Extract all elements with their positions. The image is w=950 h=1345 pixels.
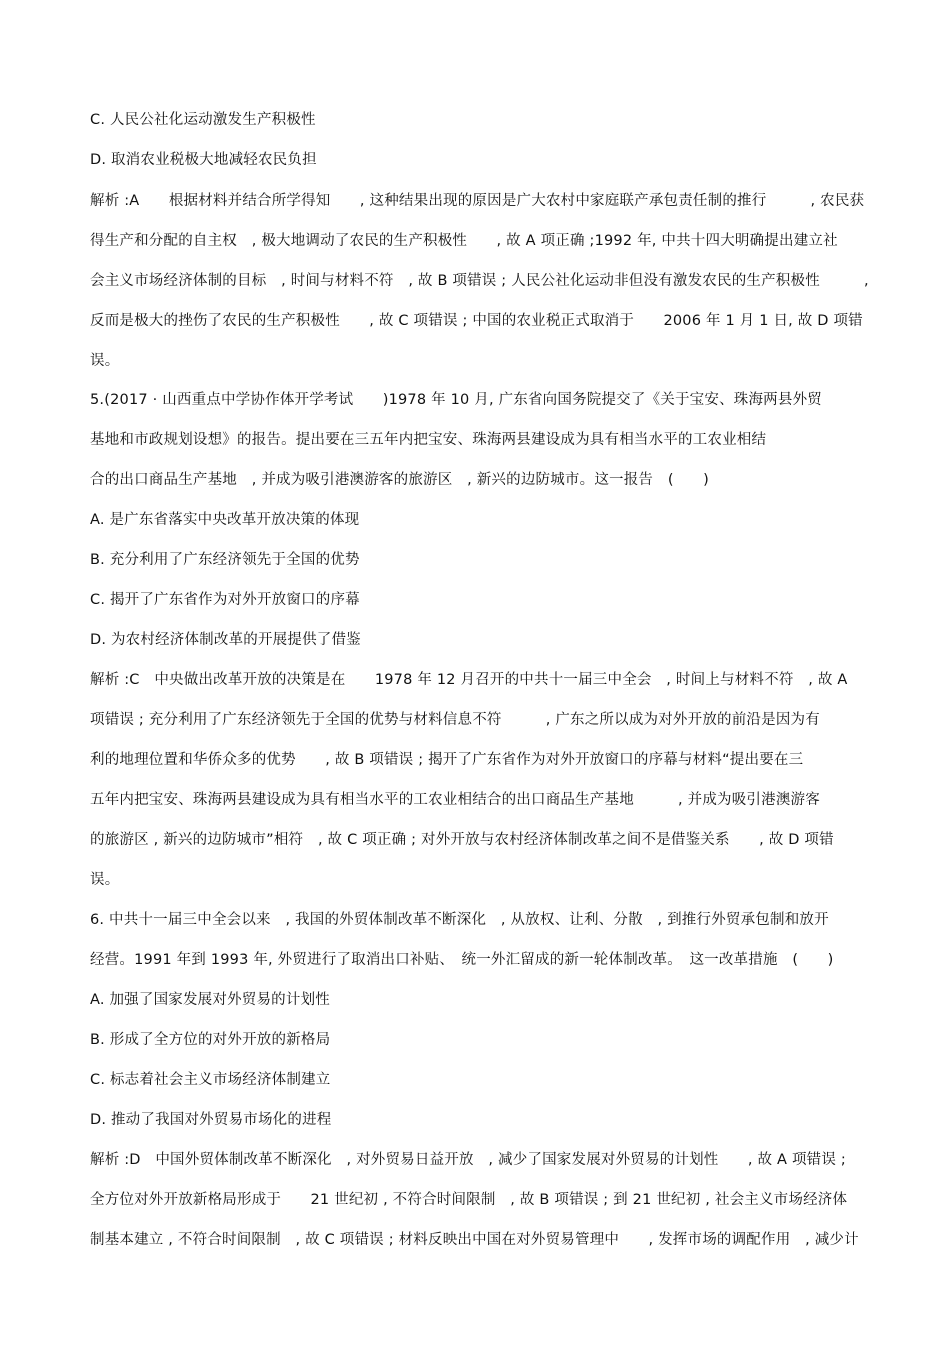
text-line: D. 为农村经济体制改革的开展提供了借鉴 [90,632,361,648]
text-line: A. 加强了国家发展对外贸易的计划性 [90,992,330,1008]
text-line: A. 是广东省落实中央改革开放决策的体现 [90,512,360,528]
text-line: 误。 [90,872,120,888]
text-line: 五年内把宝安、珠海两县建设成为具有相当水平的工农业相结合的出口商品生产基地 , 并成为吸引港澳游客 [90,792,820,808]
text-line: 6. 中共十一届三中全会以来 , 我国的外贸体制改革不断深化 , 从放权、让利、分散 , 到推行外贸承包制和放开 [90,912,829,928]
text-line: D. 推动了我国对外贸易市场化的进程 [90,1112,332,1128]
text-line: B. 充分利用了广东经济领先于全国的优势 [90,552,360,568]
text-line: 解析 :C 中央做出改革开放的决策是在 1978 年 12 月召开的中共十一届三中全会 , 时间上与材料不符 , 故 A [90,672,848,688]
text-line: C. 人民公社化运动激发生产积极性 [90,112,316,128]
text-line: 经营。1991 年到 1993 年, 外贸进行了取消出口补贴、 统一外汇留成的新一轮体制改革。 这一改革措施 ( ) [90,952,834,968]
text-line: 合的出口商品生产基地 , 并成为吸引港澳游客的旅游区 , 新兴的边防城市。这一报告 ( ) [90,472,709,488]
text-line: 得生产和分配的自主权 , 极大地调动了农民的生产积极性 , 故 A 项正确 ;1992 年, 中共十四大明确提出建立社 [90,233,838,249]
text-line: 利的地理位置和华侨众多的优势 , 故 B 项错误 ; 揭开了广东省作为对外开放窗口的序幕与材料“提出要在三 [90,752,804,768]
text-line: 基地和市政规划设想》的报告。提出要在三五年内把宝安、珠海两县建设成为具有相当水平的工农业相结 [90,432,767,448]
text-line: 误。 [90,353,120,369]
text-line: 全方位对外开放新格局形成于 21 世纪初 , 不符合时间限制 , 故 B 项错误 ; 到 21 世纪初 , 社会主义市场经济体 [90,1192,848,1208]
text-line: 解析 :D 中国外贸体制改革不断深化 , 对外贸易日益开放 , 减少了国家发展对外贸易的计划性 , 故 A 项错误 ; [90,1152,846,1168]
text-line: 会主义市场经济体制的目标 , 时间与材料不符 , 故 B 项错误 ; 人民公社化运动非但没有激发农民的生产积极性 , [90,273,869,289]
text-line: 反而是极大的挫伤了农民的生产积极性 , 故 C 项错误 ; 中国的农业税正式取消于 2006 年 1 月 1 日, 故 D 项错 [90,313,863,329]
text-line: C. 标志着社会主义市场经济体制建立 [90,1072,331,1088]
text-line: B. 形成了全方位的对外开放的新格局 [90,1032,331,1048]
text-line: 项错误 ; 充分利用了广东经济领先于全国的优势与材料信息不符 , 广东之所以成为对外开放的前沿是因为有 [90,712,820,728]
text-line: 5.(2017 · 山西重点中学协作体开学考试 )1978 年 10 月, 广东省向国务院提交了《关于宝安、珠海两县外贸 [90,392,822,408]
text-line: 制基本建立 , 不符合时间限制 , 故 C 项错误 ; 材料反映出中国在对外贸易管理中 , 发挥市场的调配作用 , 减少计 [90,1232,859,1248]
text-line: 解析 :A 根据材料并结合所学得知 , 这种结果出现的原因是广大农村中家庭联产承包责任制的推行 , 农民获 [90,193,865,209]
text-line: D. 取消农业税极大地减轻农民负担 [90,152,317,168]
text-line: 的旅游区 , 新兴的边防城市”相符 , 故 C 项正确 ; 对外开放与农村经济体制改革之间不是借鉴关系 , 故 D 项错 [90,832,834,848]
text-line: C. 揭开了广东省作为对外开放窗口的序幕 [90,592,360,608]
